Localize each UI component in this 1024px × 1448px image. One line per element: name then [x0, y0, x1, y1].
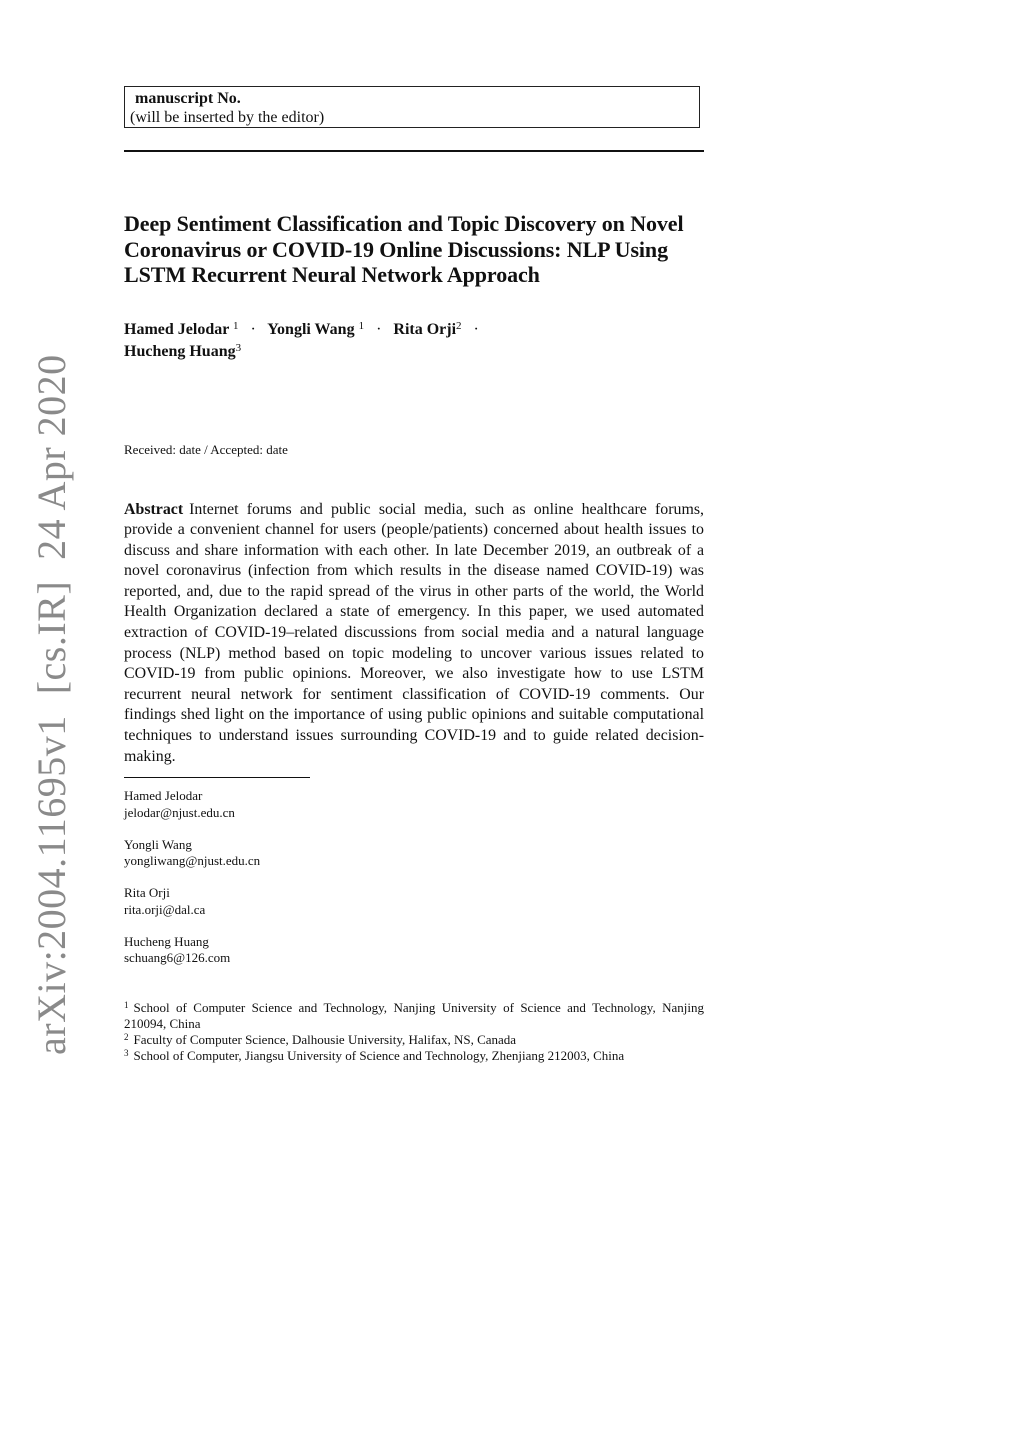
- author-name: Rita Orji: [393, 320, 457, 338]
- author-affil-mark: 3: [235, 341, 242, 354]
- affiliation-item: [124, 1048, 704, 1064]
- contact-email: schuang6@126.com: [124, 950, 231, 966]
- affiliation-item: [124, 1032, 704, 1048]
- abstract-text: Internet forums and public social media, such as online healthcare forums, provide a convenient channel for users (people/patients) concerned about health issues to discuss and share information with each other. In late December 2019, an outbreak of a novel coronavirus (infection from which results in the disease named COVID-19) was reported, and, due to the rapid spread of the virus in other parts of the world, the World Health Organization declared a state of emergency. In this paper, we used automated extraction of COVID-19–related discussions from social media and a natural language process (NLP) method based on topic modeling to uncover various issues related to COVID-19 from public opinions. Moreover, we also investigate how to use LSTM recurrent neural network for sentiment classification of COVID-19 comments. Our findings shed light on the importance of using public opinions and suitable computational techniques to understand issues surrounding COVID-19 and to guide related decision-making.: [124, 500, 704, 765]
- arxiv-date: 24 Apr 2020: [29, 354, 74, 560]
- manuscript-label: manuscript No.: [135, 90, 241, 107]
- contact-item: [124, 934, 704, 967]
- abstract: [124, 500, 704, 768]
- affiliation-list: [124, 1000, 704, 1064]
- author-list: [124, 319, 704, 363]
- affiliation-item: [124, 1000, 704, 1032]
- paper-title: Deep Sentiment Classification and Topic Discovery on Novel Coronavirus or COVID-19 Online Discussions: NLP Using LSTM Recurrent Neural Network Approach: [124, 211, 684, 287]
- arxiv-category: [cs.IR]: [29, 580, 74, 695]
- author-affil-mark: 1: [233, 319, 239, 332]
- affiliation-number: 2: [124, 1031, 129, 1042]
- contact-item: [124, 837, 704, 870]
- author-name: Hamed Jelodar: [124, 320, 230, 338]
- affiliation-text: School of Computer Science and Technology, Nanjing University of Science and Technology, Nanjing 210094, China: [124, 999, 704, 1031]
- contact-email: jelodar@njust.edu.cn: [124, 804, 235, 820]
- header-rule: [124, 150, 704, 152]
- paper-content: [124, 86, 704, 1064]
- author-separator: ·: [250, 320, 256, 338]
- contact-email: rita.orji@dal.ca: [124, 901, 206, 917]
- affiliation-number: 1: [124, 999, 129, 1010]
- author-separator: ·: [473, 320, 479, 338]
- manuscript-note: (will be inserted by the editor): [130, 109, 325, 126]
- author-name: Yongli Wang: [267, 320, 355, 338]
- contact-email: yongliwang@njust.edu.cn: [124, 853, 261, 869]
- author-name: Hucheng Huang: [124, 342, 236, 360]
- author-affil-mark: 2: [456, 319, 462, 332]
- manuscript-box: [124, 86, 700, 128]
- affiliation-text: Faculty of Computer Science, Dalhousie University, Halifax, NS, Canada: [133, 1031, 517, 1047]
- contact-name: Rita Orji: [124, 885, 170, 901]
- contact-item: [124, 885, 704, 918]
- arxiv-id: arXiv:2004.11695v1: [29, 715, 74, 1055]
- contact-name: Yongli Wang: [124, 836, 192, 852]
- received-date: Received: date / Accepted: date: [124, 441, 288, 457]
- contact-name: Hamed Jelodar: [124, 788, 203, 804]
- contact-list: [124, 788, 704, 967]
- affiliation-text: School of Computer, Jiangsu University of Science and Technology, Zhenjiang 212003, China: [133, 1047, 625, 1063]
- contact-name: Hucheng Huang: [124, 933, 209, 949]
- author-affil-mark: 1: [358, 319, 365, 332]
- affiliation-number: 3: [124, 1047, 129, 1058]
- arxiv-stamp: [29, 354, 74, 1055]
- contact-item: [124, 788, 704, 821]
- abstract-label: Abstract: [124, 500, 184, 518]
- footnote-rule: [124, 777, 310, 778]
- author-separator: ·: [376, 320, 382, 338]
